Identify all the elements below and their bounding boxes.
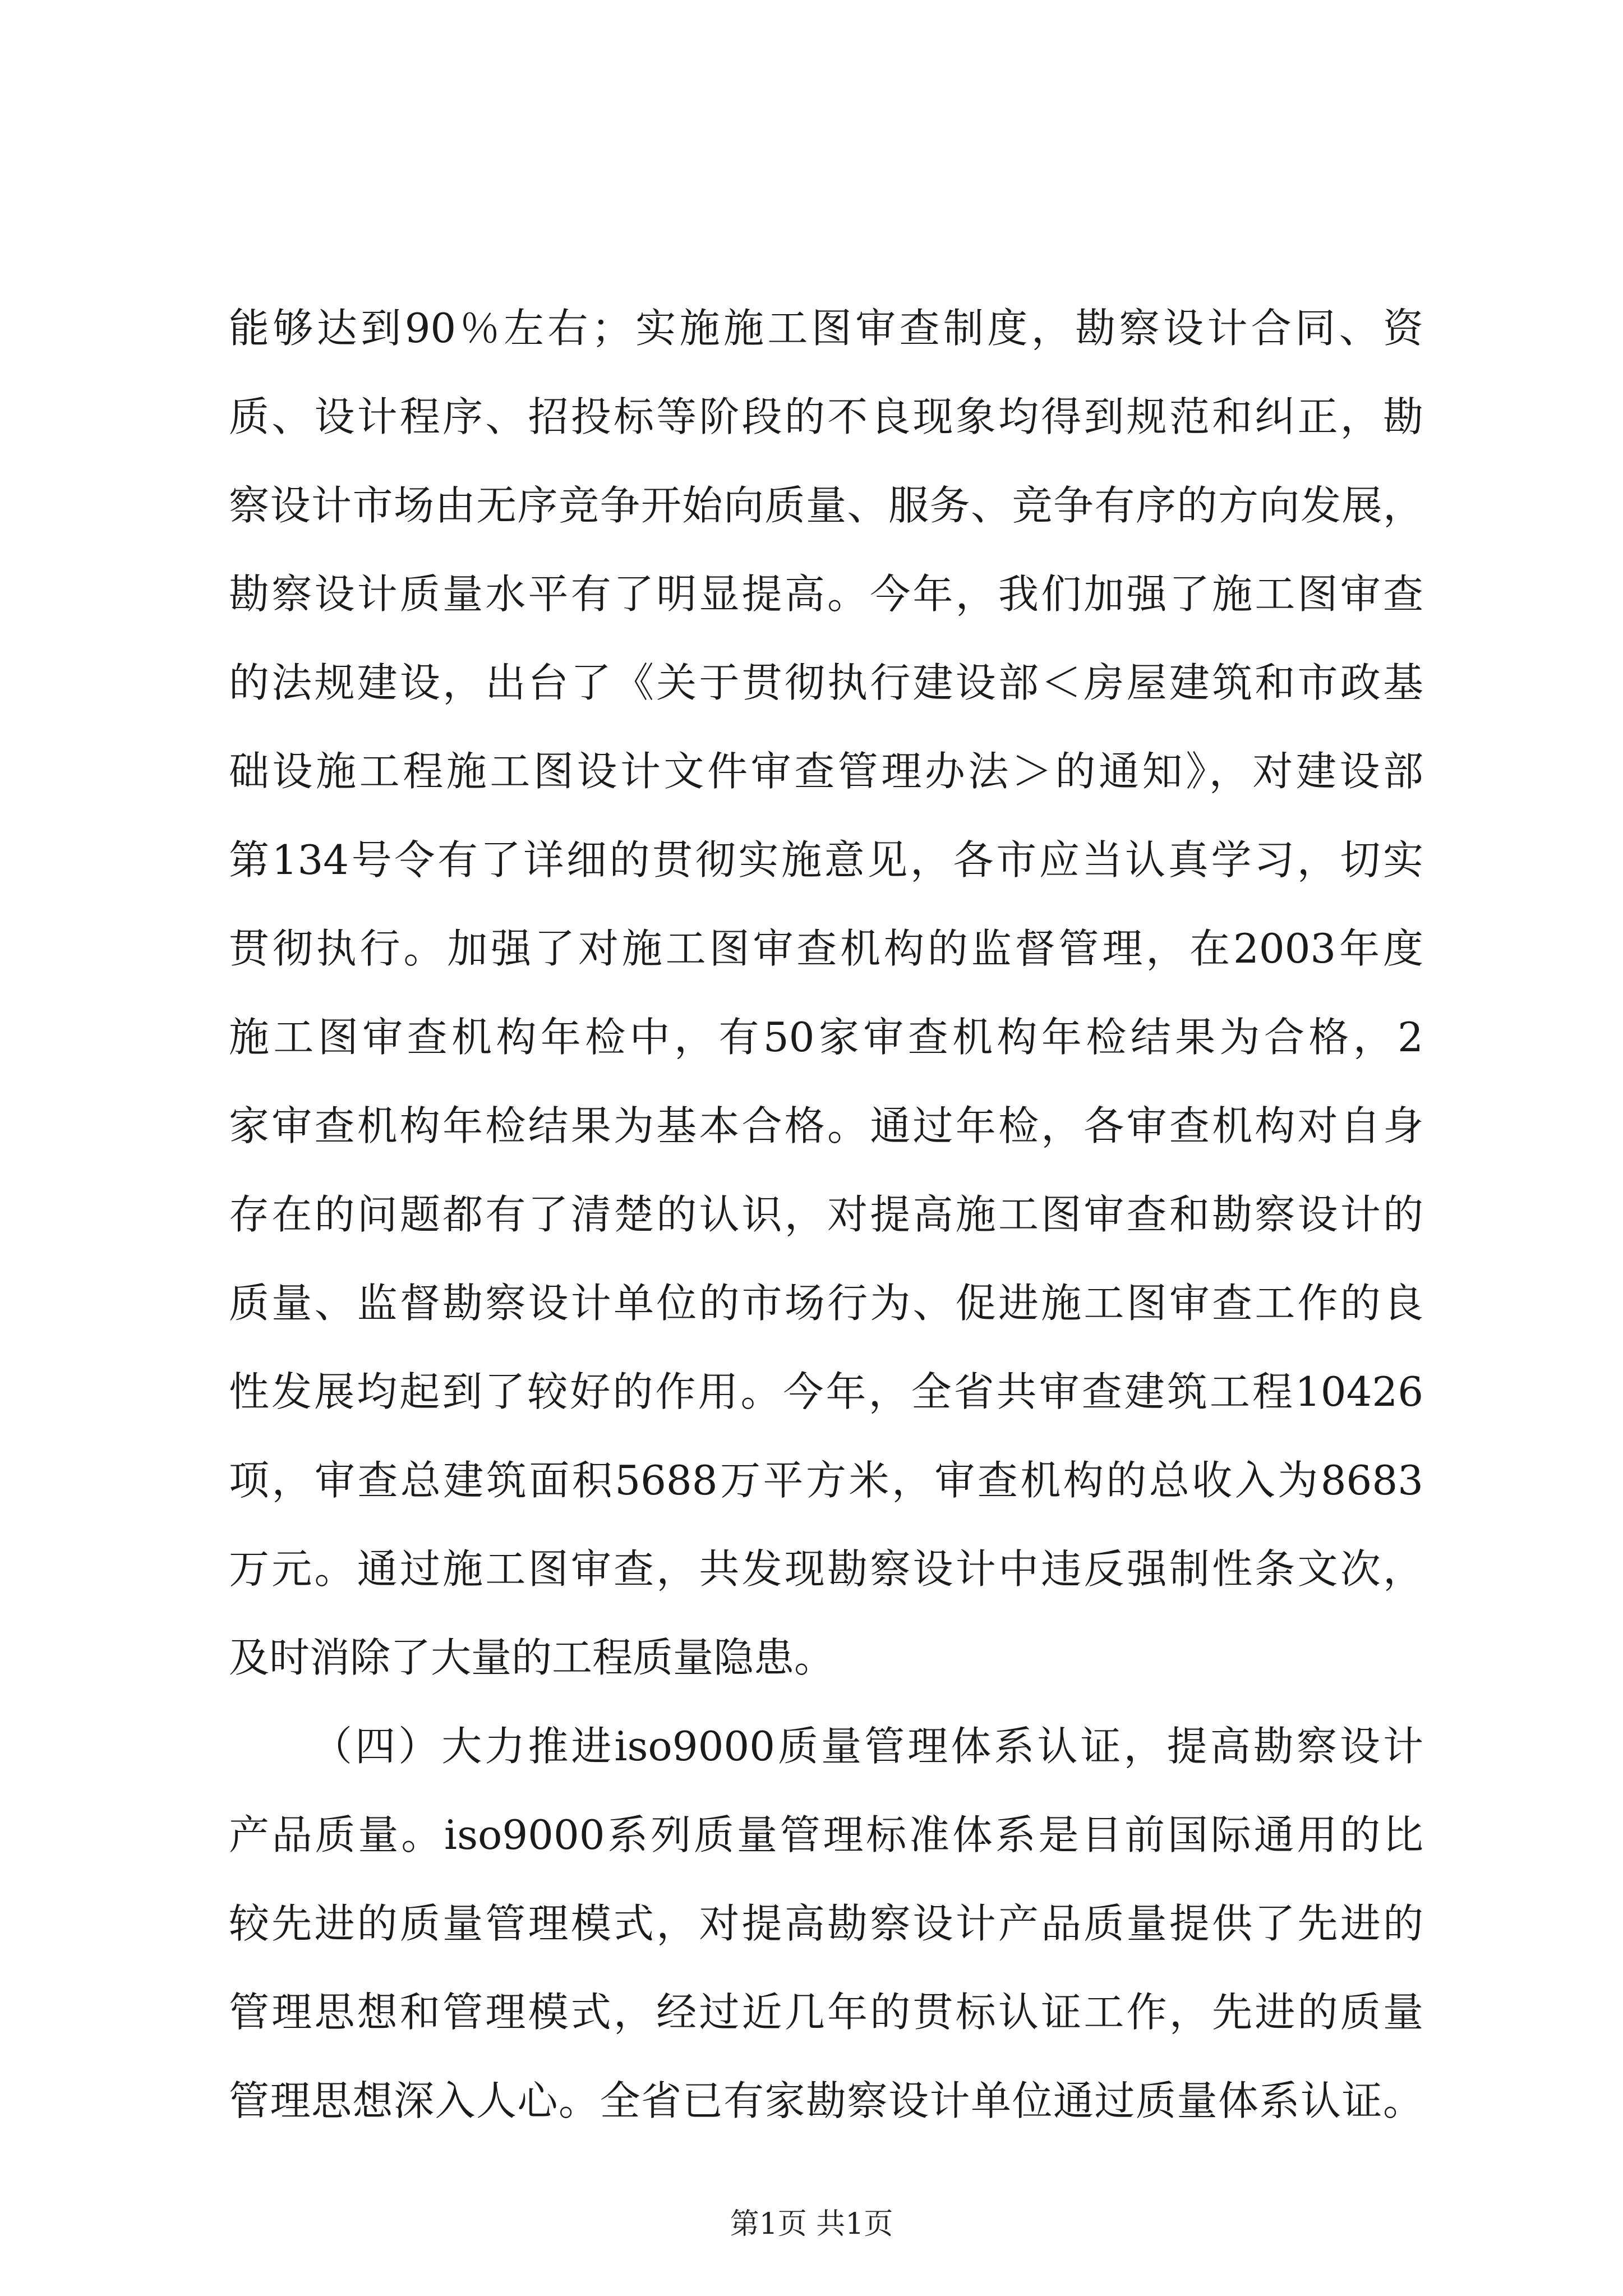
text-line: 础设施工程施工图设计文件审查管理办法＞的通知》，对建设部 bbox=[229, 748, 1423, 795]
text-line: 万元。通过施工图审查，共发现勘察设计中违反强制性条文次， bbox=[229, 1545, 1423, 1593]
section-heading-line: （四）大力推进iso9000质量管理体系认证，提高勘察设计 bbox=[312, 1723, 1423, 1770]
page-footer: 第1页 共1页 bbox=[730, 2207, 893, 2241]
text-line: 存在的问题都有了清楚的认识，对提高施工图审查和勘察设计的 bbox=[229, 1191, 1423, 1238]
text-line: 管理思想和管理模式，经过近几年的贯标认证工作，先进的质量 bbox=[229, 1989, 1423, 2036]
text-line: 及时消除了大量的工程质量隐患。 bbox=[229, 1634, 835, 1681]
text-line: 能够达到90％左右；实施施工图审查制度，勘察设计合同、资 bbox=[229, 305, 1423, 352]
text-line: 管理思想深入人心。全省已有家勘察设计单位通过质量体系认证。 bbox=[229, 2077, 1423, 2124]
text-line: 产品质量。iso9000系列质量管理标准体系是目前国际通用的比 bbox=[229, 1811, 1423, 1858]
text-line: 质量、监督勘察设计单位的市场行为、促进施工图审查工作的良 bbox=[229, 1280, 1423, 1327]
text-line: 第134号令有了详细的贯彻实施意见，各市应当认真学习，切实 bbox=[229, 836, 1423, 884]
text-line: 家审查机构年检结果为基本合格。通过年检，各审查机构对自身 bbox=[229, 1102, 1423, 1149]
text-line: 勘察设计质量水平有了明显提高。今年，我们加强了施工图审查 bbox=[229, 570, 1423, 618]
text-line: 较先进的质量管理模式，对提高勘察设计产品质量提供了先进的 bbox=[229, 1900, 1423, 1947]
text-line: 性发展均起到了较好的作用。今年，全省共审查建筑工程10426 bbox=[229, 1368, 1423, 1415]
text-line: 贯彻执行。加强了对施工图审查机构的监督管理，在2003年度 bbox=[229, 925, 1423, 972]
text-line: 施工图审查机构年检中，有50家审查机构年检结果为合格，2 bbox=[229, 1014, 1423, 1061]
text-line: 项，审查总建筑面积5688万平方米，审查机构的总收入为8683 bbox=[229, 1457, 1423, 1504]
text-line: 的法规建设，出台了《关于贯彻执行建设部＜房屋建筑和市政基 bbox=[229, 659, 1423, 706]
text-line: 质、设计程序、招投标等阶段的不良现象均得到规范和纠正，勘 bbox=[229, 393, 1423, 440]
text-line: 察设计市场由无序竞争开始向质量、服务、竞争有序的方向发展， bbox=[229, 482, 1423, 529]
